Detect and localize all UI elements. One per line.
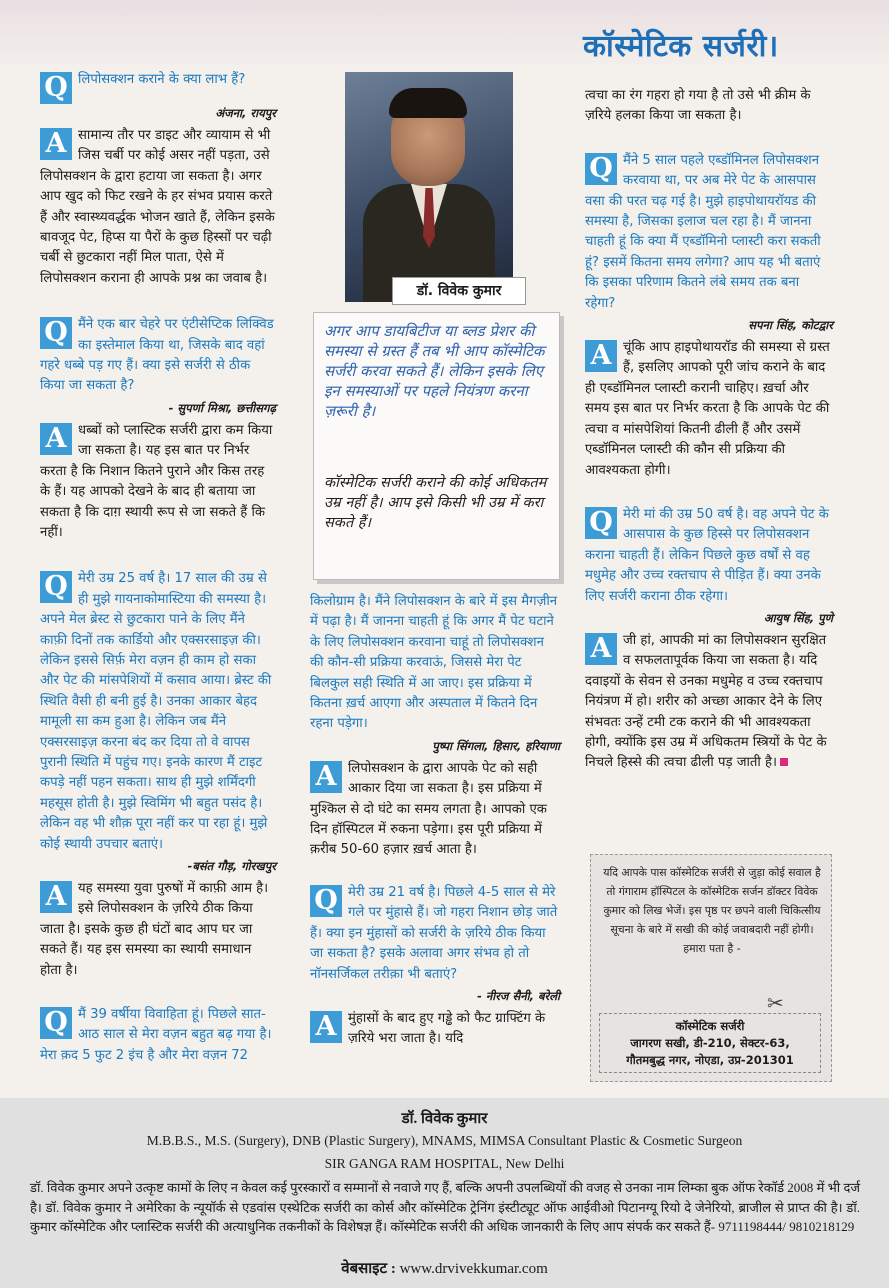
qa-item bbox=[585, 151, 833, 334]
answer-text-continued: त्वचा का रंग गहरा हो गया है तो उसे भी क्रीम के ज़रिये हलका किया जा सकता है। bbox=[585, 88, 811, 124]
column-middle bbox=[310, 592, 560, 1050]
doctor-bio: डॉ. विवेक कुमार अपने उत्कृष्ट कामों के लिए न केवल कई पुरस्कारों व सम्मानों से नवाजे गए हैं, बल्कि अपनी उपलब्धियों की वजह से उनका नाम लिम्का बुक ऑफ रेकॉर्ड 2008 में भी दर्ज है। डॉ. विवेक कुमार ने अमेरिका के न्यूयॉर्क से एडवांस एस्थेटिक सर्जरी का कोर्स और कॉस्मेटिक ट्रेनिंग इंस्टीट्यूट ऑफ आईवीओ पिटानग्यू रियो दे जेनेरियो, ब्राजील से प्राप्त की है। डॉ. कुमार कॉस्मेटिक और प्लास्टिक सर्जरी की अत्याधुनिक तकनीकों के विशेषज्ञ हैं। कॉस्मेटिक सर्जरी की अधिक जानकारी के लिए आप संपर्क कर सकते हैं- 9711198444/ 9810218129 bbox=[30, 1180, 860, 1234]
answer-item bbox=[40, 879, 276, 981]
answer-item bbox=[310, 759, 560, 861]
qa-item bbox=[585, 505, 833, 627]
question-author: -बसंत गौड़, गोरखपुर bbox=[187, 859, 276, 873]
q-badge-icon: Q bbox=[40, 317, 72, 349]
doctor-bio-footer bbox=[0, 1098, 889, 1288]
photo-caption: डॉ. विवेक कुमार bbox=[392, 277, 526, 305]
qa-item bbox=[40, 315, 276, 417]
section-title: कॉस्मेटिक सर्जरी। bbox=[583, 29, 779, 64]
a-badge-icon: A bbox=[40, 128, 72, 160]
question-text: मेरी मां की उम्र 50 वर्ष है। वह अपने पेट के आसपास के कुछ हिस्से पर लिपोसक्शन कराना चाहती हैं। लेकिन पिछले कुछ वर्षों से वह मधुमेह और उच्च रक्तचाप से पीड़ित हैं। क्या उनके लिए सर्जरी कराना ठीक रहेगा। bbox=[585, 506, 829, 604]
question-author: पुष्पा सिंगला, हिसार, हरियाणा bbox=[432, 738, 560, 753]
question-text: मेरी उम्र 25 वर्ष है। 17 साल की उम्र से ही मुझे गायनाकोमास्टिया की समस्या है। अपने मेल ब्रेस्ट से छुटकारा पाने के लिए मैंने काफ़ी दिनों तक कार्डियो और एक्सरसाइज़ की। लेकिन इससे सिर्फ़ मेरा वज़न ही काम हो सका और पेट की मांसपेशियों में कसाव आया। ब्रेस्ट की स्थिति वैसी ही बनी हुई है। उनका आकार बेहद मामूली सा कम हुआ है। लेकिन जब मैंने एक्सरसाइज़ करना बंद कर दिया तो वे वापस पुरानी स्थिति में पहुंच गए। इनके कारण मैं टाइट कपड़े नहीं पहन सकता। साथ ही मुझे शर्मिंदगी महसूस होती है। मुझे स्विमिंग भी बहुत पसंद है। लेकिन वह भी शौक़ पूरा नहीं कर पा रहा हूं। मुझे कोई स्थायी उपचार बताएं। bbox=[40, 571, 272, 852]
note-address-intro: हमारा पता है - bbox=[683, 942, 741, 955]
answer-text: सामान्य तौर पर डाइट और व्यायाम से भी जिस चर्बी पर कोई असर नहीं पड़ता, उसे लिपोसक्शन के द्वारा हटाया जा सकता है। अगर आप खुद को फिट रखने के हर संभव प्रयास करते हैं और स्वास्थ्यवर्द्धक भोजन खाते हैं, लेकिन इसके बावजूद पेट, हिप्स या पैरों के कुछ हिस्सों पर चढ़ी चर्बी से छुटकारा नहीं मिल पाता, ऐसे में लिपोसक्शन कराना ही आपके प्रश्न का जवाब है। bbox=[40, 128, 275, 286]
answer-text: लिपोसक्शन के द्वारा आपके पेट को सही आकार दिया जा सकता है। इस प्रक्रिया में मुश्किल से दो घंटे का समय लगता है। आपको एक दिन हॉस्पिटल में रुकना पड़ेगा। इस पूरी प्रक्रिया में क़रीब 50-60 हज़ार ख़र्च आता है। bbox=[310, 760, 547, 858]
pull-quote-main: अगर आप डायबिटीज या ब्लड प्रेशर की समस्या से ग्रस्त हैं तब भी आप कॉस्मेटिक सर्जरी करवा सकते हैं। लेकिन इसके लिए इन समस्याओं पर पहले नियंत्रण करना ज़रूरी है। bbox=[324, 322, 545, 420]
answer-item bbox=[310, 1009, 560, 1050]
question-author: - सुपर्णा मिश्रा, छत्तीसगढ़ bbox=[168, 400, 276, 415]
q-badge-icon: Q bbox=[40, 72, 72, 104]
q-badge-icon: Q bbox=[585, 153, 617, 185]
question-author: सपना सिंह, कोटद्वार bbox=[748, 318, 833, 333]
a-badge-icon: A bbox=[585, 633, 617, 665]
address-line: जागरण सखी, डी-210, सेक्टर-63, bbox=[630, 1036, 790, 1050]
answer-item bbox=[585, 338, 833, 481]
website-link[interactable]: www.drvivekkumar.com bbox=[399, 1261, 548, 1277]
answer-item bbox=[585, 631, 833, 774]
mailing-address bbox=[599, 1013, 821, 1073]
answer-item bbox=[40, 421, 276, 543]
q-badge-icon: Q bbox=[40, 571, 72, 603]
question-author: - नीरज सैनी, बरेली bbox=[477, 988, 560, 1003]
question-text-continued: किलोग्राम है। मैंने लिपोसक्शन के बारे में इस मैगज़ीन में पढ़ा है। मैं जानना चाहती हूं कि अगर मैं पेट घटाने के लिए लिपोसक्शन करवाना चाहूं तो लिपोसक्शन की कौन-सी प्रक्रिया करवाऊं, जिससे मेरा पेट बिलकुल सही स्थिति में आ जाए। इस प्रक्रिया में कितना ख़र्च आएगा और अस्पताल में कितने दिन रहना पड़ेगा। bbox=[310, 594, 558, 732]
answer-item bbox=[40, 126, 276, 289]
website-label: वेबसाइट : bbox=[341, 1261, 396, 1277]
doctor-photo bbox=[345, 72, 513, 302]
answer-text: यह समस्या युवा पुरुषों में काफ़ी आम है। इसे लिपोसक्शन के ज़रिये ठीक किया जाता है। इसके कुछ ही घंटों बाद आप घर जा सकते हैं। यह इस समस्या का स्थायी समाधान होता है। bbox=[40, 881, 269, 978]
doctor-hospital: SIR GANGA RAM HOSPITAL, New Delhi bbox=[324, 1156, 565, 1171]
q-badge-icon: Q bbox=[585, 507, 617, 539]
answer-text: धब्बों को प्लास्टिक सर्जरी द्वारा कम किया जा सकता है। यह इस बात पर निर्भर करता है कि निशान कितने पुराने और किस तरह के हैं। यह आपको देखने के बाद ही बताया जा सकता है कि दाग़ स्थायी रूप से जा सकते हैं कि नहीं। bbox=[40, 422, 273, 540]
question-author: अंजना, रायपुर bbox=[215, 106, 276, 120]
answer-text: जी हां, आपकी मां का लिपोसक्शन सुरक्षित व सफलतापूर्वक किया जा सकता है। यदि दवाइयों के सेवन से उनका मधुमेह व उच्च रक्तचाप नियंत्रण में हो। शरीर को अच्छा आकार देने के लिए संभवतः उन्हें टमी टक कराने की भी आवश्यकता होगी, क्योंकि इस उम्र में अधिकतम स्त्रियों के पेट के निचले हिस्से की त्वचा ढीली पड़ जाती है। bbox=[585, 632, 827, 771]
pull-quote-second: कॉस्मेटिक सर्जरी कराने की कोई अधिकतम उम्र नहीं है। आप इसे किसी भी उम्र में करा सकते हैं। bbox=[324, 475, 547, 531]
qa-item bbox=[40, 70, 276, 122]
a-badge-icon: A bbox=[40, 881, 72, 913]
pull-quote-box bbox=[313, 312, 560, 580]
question-text: मेरी उम्र 21 वर्ष है। पिछले 4-5 साल से मेरे गले पर मुंहासे हैं। जो गहरा निशान छोड़ जाते हैं। क्या इन मुंहासों को सर्जरी के ज़रिये ठीक किया जा सकता है? इसके अलावा अगर संभव हो तो नॉनसर्जिकल तरीक़ा भी बताएं? bbox=[310, 884, 558, 982]
q-badge-icon: Q bbox=[310, 885, 342, 917]
q-badge-icon: Q bbox=[40, 1007, 72, 1039]
qa-item bbox=[40, 1005, 276, 1066]
answer-text: चूंकि आप हाइपोथायरॉड की समस्या से ग्रस्त हैं, इसलिए आपको पूरी जांच कराने के बाद ही एब्डॉमिनल प्लास्टी करानी चाहिए। ख़र्चा और समय इस बात पर निर्भर करता है कि आपके पेट की त्वचा व मांसपेशियां कितनी ढीली हैं और उसमें एब्डॉमिनल प्लास्टी की कौन सी प्रक्रिया की आवश्यकता होगी। bbox=[585, 340, 830, 478]
scissors-icon: ✂ bbox=[767, 991, 784, 1015]
doctor-name: डॉ. विवेक कुमार bbox=[401, 1111, 488, 1127]
qa-item bbox=[310, 883, 560, 1005]
question-text: लिपोसक्शन कराने के क्या लाभ हैं? bbox=[78, 72, 246, 87]
end-mark-icon bbox=[780, 758, 788, 766]
answer-text: मुंहासों के बाद हुए गड्ढे को फैट ग्राफ्टिंग के ज़रिये भरा जाता है। यदि bbox=[348, 1010, 546, 1047]
address-line: गौतमबुद्ध नगर, नोएडा, उप्र-201301 bbox=[626, 1053, 794, 1067]
column-left bbox=[40, 70, 276, 1066]
question-author: आयुष सिंह, पुणे bbox=[763, 610, 833, 625]
column-right bbox=[585, 86, 833, 774]
qa-item bbox=[40, 569, 276, 875]
address-line: कॉस्मेटिक सर्जरी bbox=[675, 1019, 745, 1033]
a-badge-icon: A bbox=[40, 423, 72, 455]
submission-note bbox=[590, 854, 832, 1082]
a-badge-icon: A bbox=[310, 1011, 342, 1043]
question-text: मैंने एक बार चेहरे पर एंटीसेप्टिक लिक्विड का इस्तेमाल किया था, जिसके बाद वहां गहरे धब्बे पड़ गए हैं। क्या इसे सर्जरी से ठीक किया जा सकता है? bbox=[40, 317, 274, 394]
note-text: यदि आपके पास कॉस्मेटिक सर्जरी से जुड़ा कोई सवाल है तो गंगाराम हॉस्पिटल के कॉस्मेटिक सर्जन डॉक्टर विवेक कुमार को लिख भेजें। इस पृष्ठ पर छपने वाली चिकित्सीय सूचना के बारे में सखी की कोई जवाबदारी नहीं होगी। bbox=[603, 866, 821, 936]
question-text: मैं 39 वर्षीया विवाहिता हूं। पिछले सात-आठ साल से मेरा वज़न बहुत बढ़ गया है। मेरा क़द 5 फुट 2 इंच है और मेरा वज़न 72 bbox=[40, 1007, 272, 1063]
question-text: मैंने 5 साल पहले एब्डॉमिनल लिपोसक्शन करवाया था, पर अब मेरे पेट के आसपास वसा की परत चढ़ गई है। मुझे हाइपोथायरॉयड की समस्या है, जिसका इलाज चल रहा है। मैं जानना चाहती हूं कि क्या मैं एब्डॉमिनो प्लास्टी करा सकती हूं? इसमें कितना समय लगेगा? आप यह भी बताएं कि इसका परिणाम कितने लंबे समय तक बना रहेगा? bbox=[585, 152, 821, 311]
doctor-degrees: M.B.B.S., M.S. (Surgery), DNB (Plastic Surgery), MNAMS, MIMSA Consultant Plastic & Cosmetic Surgeon bbox=[146, 1133, 743, 1148]
a-badge-icon: A bbox=[310, 761, 342, 793]
a-badge-icon: A bbox=[585, 340, 617, 372]
